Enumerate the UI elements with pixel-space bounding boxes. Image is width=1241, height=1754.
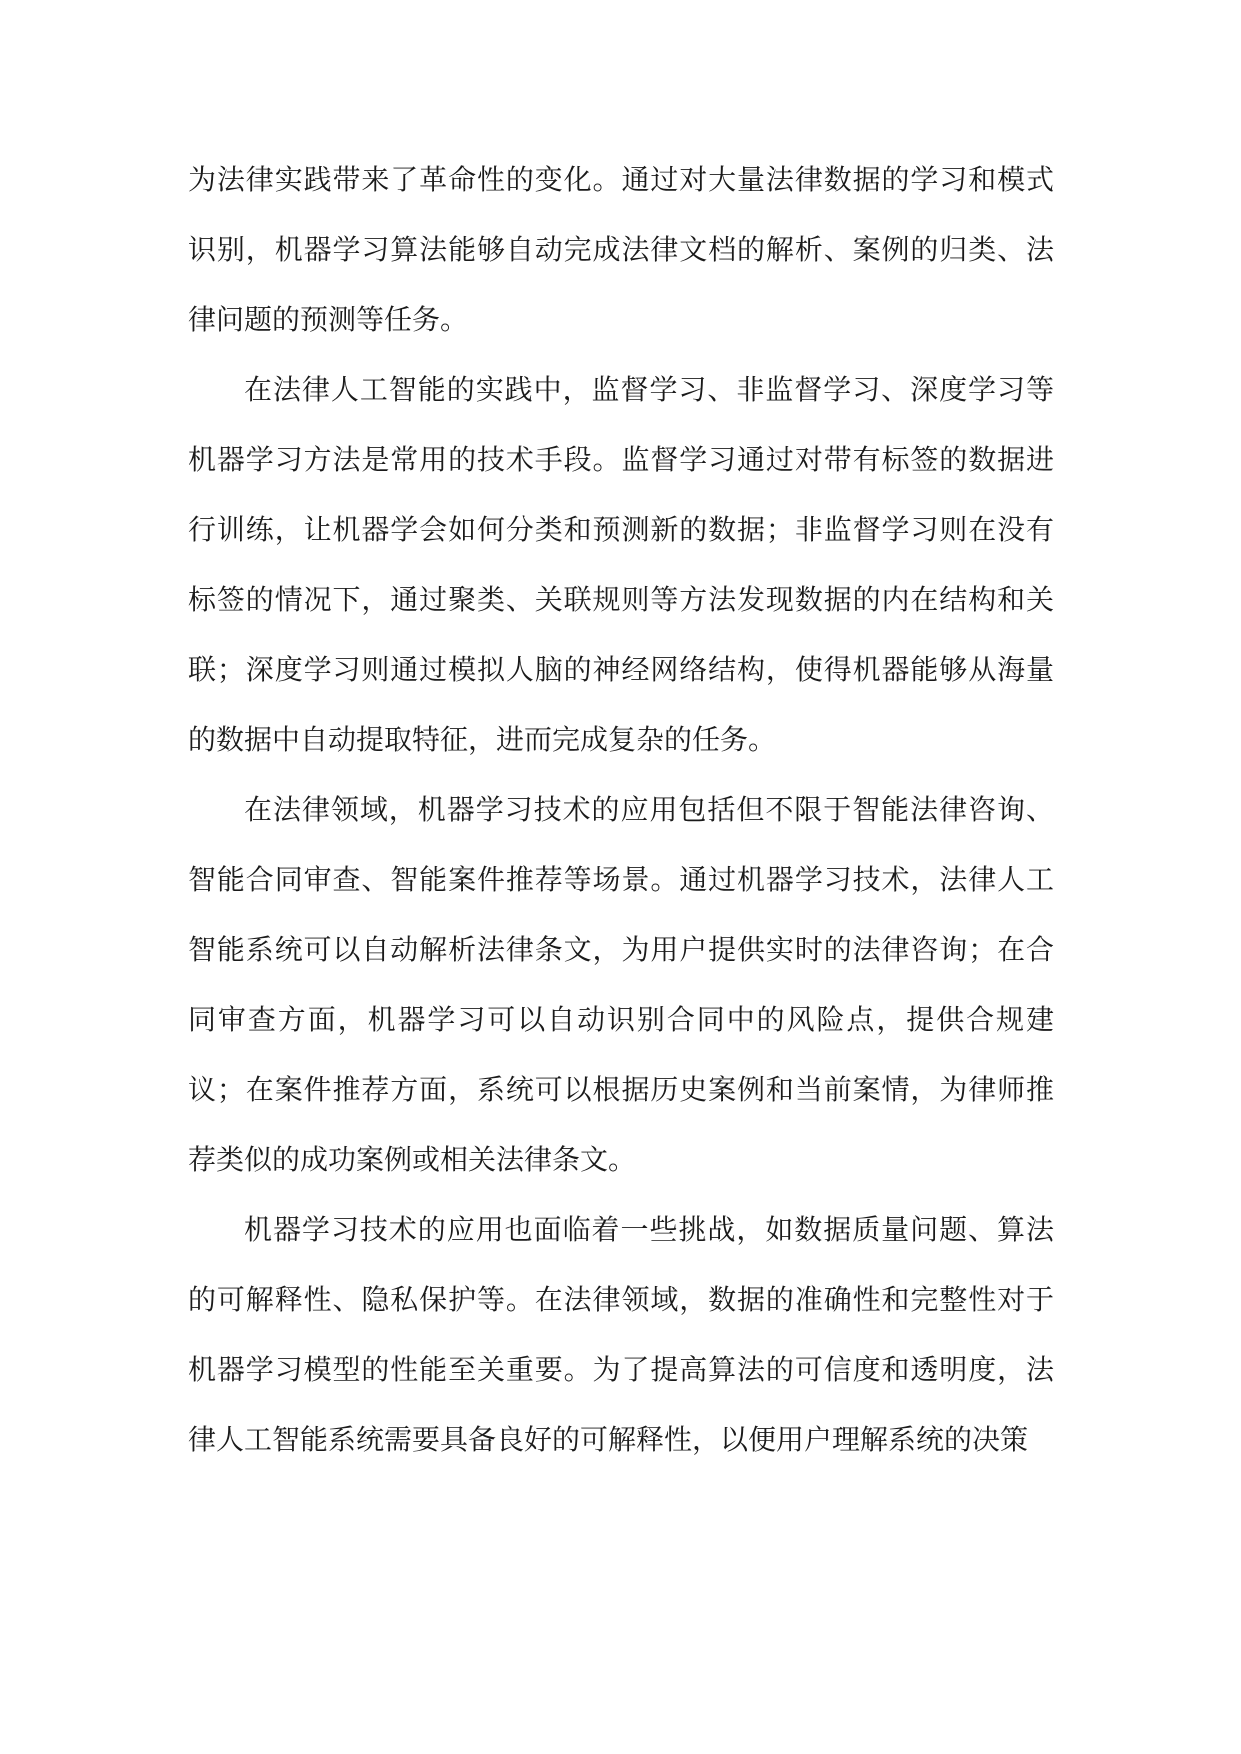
paragraph-ml-challenges: 机器学习技术的应用也面临着一些挑战，如数据质量问题、算法的可解释性、隐私保护等。在法律领域，数据的准确性和完整性对于机器学习模型的性能至关重要。为了提高算法的可信度和透明度，法律人工智能系统需要具备良好的可解释性，以便用户理解系统的决策 xyxy=(188,1213,1054,1456)
body-text xyxy=(188,145,1054,1475)
paragraph-continued: 为法律实践带来了革命性的变化。通过对大量法律数据的学习和模式识别，机器学习算法能够自动完成法律文档的解析、案例的归类、法律问题的预测等任务。 xyxy=(188,163,1054,336)
paragraph-ml-applications: 在法律领域，机器学习技术的应用包括但不限于智能法律咨询、智能合同审查、智能案件推荐等场景。通过机器学习技术，法律人工智能系统可以自动解析法律条文，为用户提供实时的法律咨询；在合同审查方面，机器学习可以自动识别合同中的风险点，提供合规建议；在案件推荐方面，系统可以根据历史案例和当前案情，为律师推荐类似的成功案例或相关法律条文。 xyxy=(188,793,1054,1176)
paragraph-ml-methods: 在法律人工智能的实践中，监督学习、非监督学习、深度学习等机器学习方法是常用的技术手段。监督学习通过对带有标签的数据进行训练，让机器学会如何分类和预测新的数据；非监督学习则在没有标签的情况下，通过聚类、关联规则等方法发现数据的内在结构和关联；深度学习则通过模拟人脑的神经网络结构，使得机器能够从海量的数据中自动提取特征，进而完成复杂的任务。 xyxy=(188,373,1054,756)
